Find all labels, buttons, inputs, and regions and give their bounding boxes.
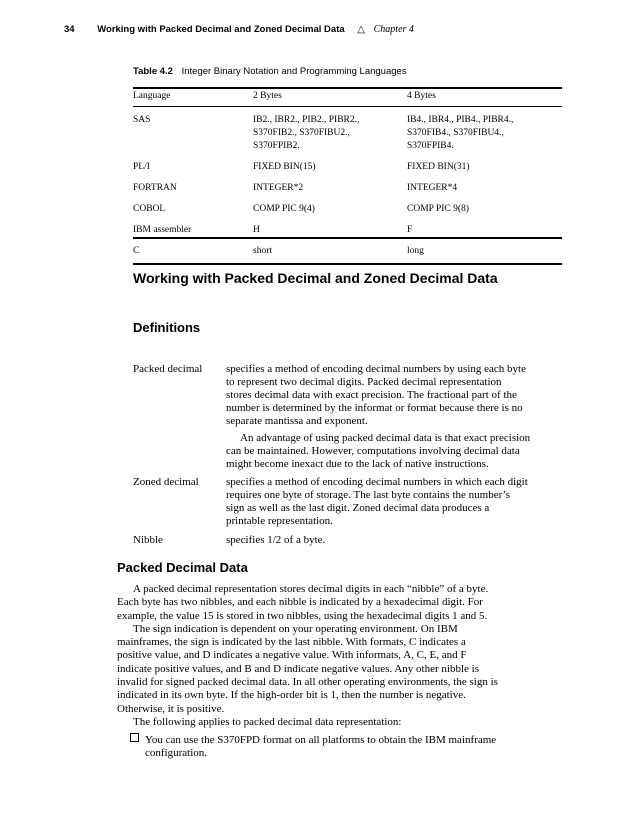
table-cell-2-bytes: H bbox=[253, 225, 260, 235]
text-line: requires one byte of storage. The last byte contains the number’s bbox=[226, 489, 510, 501]
column-header: 4 Bytes bbox=[407, 91, 436, 101]
text-line: example, the value 15 is stored in two nibbles, using the hexadecimal digits 1 and 5. bbox=[117, 609, 488, 622]
table-cell-4-bytes: long bbox=[407, 246, 424, 256]
table-cell-2-bytes: INTEGER*2 bbox=[253, 183, 304, 193]
text-line: invalid for signed packed decimal data. In all other operating environments, the sign is bbox=[117, 676, 498, 689]
text-line: number is determined by the informat or format because there is no bbox=[226, 402, 523, 414]
table-label: Table 4.2 bbox=[133, 66, 173, 77]
column-header: Language bbox=[133, 91, 171, 101]
chapter-label: Chapter 4 bbox=[373, 24, 414, 35]
table-row bbox=[133, 155, 562, 176]
text-line: positive value, and D indicates a negative value. With informats, A, C, E, and F bbox=[117, 649, 467, 662]
text-line: specifies a method of encoding decimal numbers by using each byte bbox=[226, 363, 526, 375]
cell-line: S370FIB2., S370FIBU2., bbox=[253, 128, 350, 138]
table-row bbox=[133, 197, 562, 218]
text-line: Each byte has two nibbles, and each nibble is indicated by a hexadecimal digit. For bbox=[117, 596, 483, 609]
table-cell-4-bytes: F bbox=[407, 225, 413, 235]
checkbox-bullet-icon bbox=[130, 733, 139, 742]
text-line: specifies a method of encoding decimal numbers in which each digit bbox=[226, 476, 528, 488]
table-cell-language: C bbox=[133, 246, 140, 256]
text-line: Otherwise, it is positive. bbox=[117, 702, 225, 715]
table-caption-text: Integer Binary Notation and Programming Languages bbox=[181, 66, 407, 77]
table-cell-language: COBOL bbox=[133, 204, 166, 214]
text-line: specifies 1/2 of a byte. bbox=[226, 534, 326, 546]
bullet-text: You can use the S370FPD format on all platforms to obtain the IBM mainframe bbox=[145, 734, 497, 746]
table-cell-4-bytes bbox=[407, 108, 562, 155]
cell-line: IB4., IBR4., PIB4., PIBR4., bbox=[407, 115, 514, 125]
section-rule bbox=[133, 263, 562, 265]
text-line: sign as well as the last digit. Zoned decimal data produces a bbox=[226, 502, 490, 514]
text-line: separate mantissa and exponent. bbox=[226, 415, 368, 427]
definition-term: Zoned decimal bbox=[133, 476, 199, 488]
definition-description bbox=[226, 476, 564, 528]
table-cell-2-bytes: FIXED BIN(15) bbox=[253, 162, 316, 172]
definition-description bbox=[226, 363, 564, 428]
table-cell-4-bytes: FIXED BIN(31) bbox=[407, 162, 470, 172]
text-line: configuration. bbox=[145, 747, 208, 760]
text-line: An advantage of using packed decimal data is that exact precision bbox=[240, 432, 531, 444]
text-line: indicated in its own byte. If the high-order bit is 1, then the number is negative. bbox=[117, 689, 466, 702]
table-cell-language: FORTRAN bbox=[133, 183, 177, 193]
table-row bbox=[133, 239, 562, 260]
packed-decimal-body bbox=[117, 583, 564, 729]
running-title: Working with Packed Decimal and Zoned Decimal Data bbox=[97, 24, 345, 35]
list-item bbox=[130, 733, 564, 761]
page-number: 34 bbox=[64, 24, 75, 35]
table-cell-2-bytes bbox=[253, 108, 407, 155]
text-line: can be maintained. However, computations involving decimal data bbox=[226, 445, 520, 457]
text-line: The sign indication is dependent on your operating environment. On IBM bbox=[133, 622, 458, 635]
packed-decimal-heading: Packed Decimal Data bbox=[117, 560, 248, 575]
table-cell-language: PL/I bbox=[133, 162, 150, 172]
text-line: might become inexact due to the lack of native instructions. bbox=[226, 458, 489, 470]
definition-note bbox=[226, 432, 564, 471]
table-header-row bbox=[133, 88, 562, 108]
text-line bbox=[130, 733, 564, 747]
text-line: indicate positive values, and B and D indicate negative values. Any other nibble is bbox=[117, 662, 479, 675]
table-cell-4-bytes: INTEGER*4 bbox=[407, 183, 458, 193]
table-row bbox=[133, 108, 562, 155]
text-line: stores decimal data with exact precision. The fractional part of the bbox=[226, 389, 517, 401]
table-caption bbox=[133, 66, 407, 77]
definitions-heading: Definitions bbox=[133, 320, 201, 335]
table-cell-language: IBM assembler bbox=[133, 225, 192, 235]
section-title: Working with Packed Decimal and Zoned Decimal Data bbox=[133, 270, 498, 286]
cell-line: S370FPIB4. bbox=[407, 141, 454, 151]
binary-notation-table bbox=[133, 88, 562, 260]
table-cell-2-bytes: COMP PIC 9(4) bbox=[253, 204, 315, 214]
definition-term: Nibble bbox=[133, 534, 163, 546]
text-line: mainframes, the sign is indicated by the last nibble. With formats, C indicates a bbox=[117, 636, 466, 649]
text-line: printable representation. bbox=[226, 515, 333, 527]
column-header: 2 Bytes bbox=[253, 91, 282, 101]
table-cell-language: SAS bbox=[133, 115, 151, 125]
table-cell-4-bytes: COMP PIC 9(8) bbox=[407, 204, 469, 214]
triangle-icon: △ bbox=[357, 24, 365, 35]
text-line: to represent two decimal digits. Packed decimal representation bbox=[226, 376, 502, 388]
text-line: A packed decimal representation stores decimal digits in each “nibble” of a byte. bbox=[133, 583, 489, 595]
text-line: The following applies to packed decimal data representation: bbox=[133, 715, 402, 728]
definition-term: Packed decimal bbox=[133, 363, 203, 375]
cell-line: S370FIB4., S370FIBU4., bbox=[407, 128, 504, 138]
definition-description bbox=[226, 534, 564, 547]
table-row bbox=[133, 176, 562, 197]
cell-line: IB2., IBR2., PIB2., PIBR2., bbox=[253, 115, 360, 125]
table-row bbox=[133, 218, 562, 239]
running-header bbox=[64, 24, 414, 35]
table-cell-2-bytes: short bbox=[253, 246, 272, 256]
cell-line: S370FPIB2. bbox=[253, 141, 300, 151]
